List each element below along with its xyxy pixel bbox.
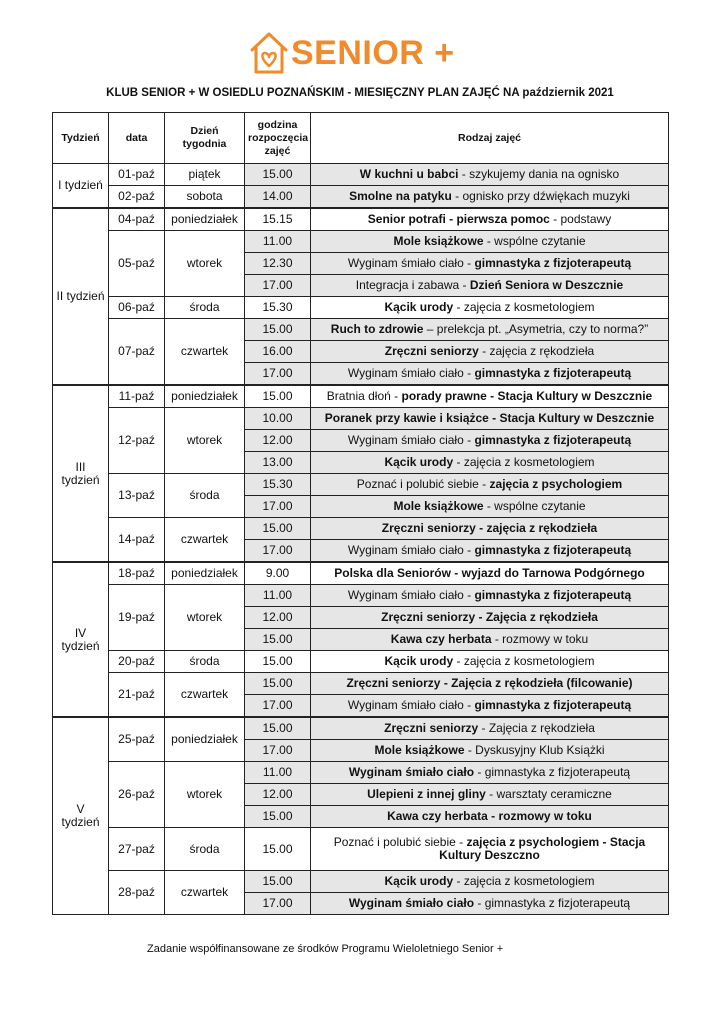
schedule-table — [52, 112, 669, 915]
date-cell: 28-paź — [109, 871, 165, 915]
date-cell: 25-paź — [109, 717, 165, 762]
date-cell: 19-paź — [109, 585, 165, 651]
activity-text: Poranek przy kawie i książce - Stacja Kultury w Deszcznie — [324, 411, 655, 425]
activity-cell — [311, 784, 669, 806]
time-cell: 12.00 — [245, 607, 311, 629]
activity-text: Wyginam śmiało ciało - — [347, 433, 475, 447]
time-cell: 13.00 — [245, 452, 311, 474]
time-cell: 15.00 — [245, 828, 311, 871]
time-cell: 16.00 — [245, 341, 311, 363]
table-row — [53, 562, 669, 585]
activity-text: Kącik urody — [384, 455, 454, 469]
activity-cell — [311, 474, 669, 496]
header-date: data — [109, 113, 165, 164]
activity-cell — [311, 253, 669, 275]
activity-cell — [311, 408, 669, 430]
activity-cell — [311, 585, 669, 607]
day-cell: czwartek — [165, 673, 245, 718]
table-row — [53, 828, 669, 871]
date-cell: 14-paź — [109, 518, 165, 563]
time-cell: 15.00 — [245, 385, 311, 408]
activity-cell — [311, 231, 669, 253]
time-cell: 17.00 — [245, 893, 311, 915]
week-cell: V tydzień — [53, 717, 109, 915]
activity-text: - rozmowy w toku — [491, 632, 589, 646]
time-cell: 10.00 — [245, 408, 311, 430]
table-row — [53, 651, 669, 673]
day-cell: środa — [165, 651, 245, 673]
activity-text: - warsztaty ceramiczne — [485, 787, 612, 801]
day-cell: czwartek — [165, 518, 245, 563]
date-cell: 21-paź — [109, 673, 165, 718]
time-cell: 15.00 — [245, 806, 311, 828]
activity-text: Senior potrafi - pierwsza pomoc — [367, 212, 550, 226]
senior-plus-logo — [249, 26, 455, 82]
date-cell: 18-paź — [109, 562, 165, 585]
header-day: Dzień tygodnia — [165, 113, 245, 164]
activity-cell — [311, 651, 669, 673]
activity-cell — [311, 762, 669, 784]
activity-cell — [311, 717, 669, 740]
activity-text: gimnastyka z fizjoterapeutą — [474, 366, 632, 380]
logo-text: SENIOR + — [291, 34, 455, 72]
activity-cell — [311, 871, 669, 893]
footer-note: Zadanie współfinansowane ze środków Programu Wieloletniego Senior + — [147, 943, 504, 955]
table-row — [53, 164, 669, 186]
table-row — [53, 231, 669, 253]
activity-text: Ruch to zdrowie — [330, 322, 424, 336]
activity-text: gimnastyka z fizjoterapeutą — [474, 588, 632, 602]
time-cell: 12.00 — [245, 784, 311, 806]
date-cell: 07-paź — [109, 319, 165, 386]
table-row — [53, 408, 669, 430]
time-cell: 15.00 — [245, 871, 311, 893]
table-row — [53, 717, 669, 740]
time-cell: 11.00 — [245, 585, 311, 607]
time-cell: 15.00 — [245, 319, 311, 341]
activity-text: porady prawne - Stacja Kultury w Deszcznie — [401, 389, 653, 403]
activity-text: Poznać i polubić siebie - — [356, 477, 490, 491]
day-cell: środa — [165, 828, 245, 871]
day-cell: poniedziałek — [165, 385, 245, 408]
time-cell: 15.00 — [245, 629, 311, 651]
time-cell: 11.00 — [245, 762, 311, 784]
activity-text: Bratnia dłoń - — [326, 389, 402, 403]
activity-text: gimnastyka z fizjoterapeutą — [474, 543, 632, 557]
activity-cell — [311, 363, 669, 386]
day-cell: środa — [165, 297, 245, 319]
table-row — [53, 673, 669, 695]
table-row — [53, 585, 669, 607]
time-cell: 15.30 — [245, 297, 311, 319]
activity-text: Zręczni seniorzy - Zajęcia z rękodzieła (filcowanie) — [346, 676, 633, 690]
activity-cell — [311, 496, 669, 518]
activity-text: Polska dla Seniorów - wyjazd do Tarnowa Podgórnego — [334, 566, 645, 580]
activity-text: W kuchni u babci — [359, 167, 459, 181]
time-cell: 15.00 — [245, 651, 311, 673]
activity-text: - ognisko przy dźwiękach muzyki — [451, 189, 630, 203]
activity-cell — [311, 452, 669, 474]
table-row — [53, 385, 669, 408]
activity-text: - zajęcia z kosmetologiem — [453, 300, 595, 314]
activity-cell — [311, 695, 669, 718]
time-cell: 17.00 — [245, 496, 311, 518]
activity-cell — [311, 208, 669, 231]
activity-cell — [311, 341, 669, 363]
activity-cell — [311, 893, 669, 915]
activity-text: - podstawy — [549, 212, 612, 226]
time-cell: 15.15 — [245, 208, 311, 231]
activity-text: Wyginam śmiało ciało - — [347, 543, 475, 557]
activity-text: zajęcia z psychologiem - Stacja Kultury Deszczno — [439, 835, 646, 862]
activity-text: gimnastyka z fizjoterapeutą — [474, 433, 632, 447]
date-cell: 26-paź — [109, 762, 165, 828]
table-row — [53, 518, 669, 540]
activity-text: Dzień Seniora w Deszcznie — [469, 278, 624, 292]
day-cell: wtorek — [165, 762, 245, 828]
time-cell: 15.30 — [245, 474, 311, 496]
time-cell: 11.00 — [245, 231, 311, 253]
time-cell: 17.00 — [245, 695, 311, 718]
table-row — [53, 474, 669, 496]
activity-text: gimnastyka z fizjoterapeutą — [474, 256, 632, 270]
activity-text: - zajęcia z kosmetologiem — [453, 455, 595, 469]
activity-text: - Dyskusyjny Klub Książki — [464, 743, 605, 757]
header-activity: Rodzaj zajęć — [311, 113, 669, 164]
day-cell: poniedziałek — [165, 562, 245, 585]
day-cell: czwartek — [165, 871, 245, 915]
activity-cell — [311, 186, 669, 209]
activity-cell — [311, 607, 669, 629]
activity-text: - gimnastyka z fizjoterapeutą — [474, 896, 631, 910]
activity-text: Poznać i polubić siebie - — [333, 835, 467, 849]
activity-cell — [311, 673, 669, 695]
date-cell: 02-paź — [109, 186, 165, 209]
page-title: KLUB SENIOR + W OSIEDLU POZNAŃSKIM - MIESIĘCZNY PLAN ZAJĘĆ NA październik 2021 — [106, 87, 614, 99]
table-row — [53, 208, 669, 231]
time-cell: 17.00 — [245, 740, 311, 762]
activity-text: Integracja i zabawa - — [355, 278, 470, 292]
activity-text: - szykujemy dania na ognisko — [458, 167, 620, 181]
day-cell: sobota — [165, 186, 245, 209]
house-heart-icon — [249, 26, 289, 76]
activity-text: Mole książkowe — [393, 234, 484, 248]
activity-text: - gimnastyka z fizjoterapeutą — [474, 765, 631, 779]
day-cell: czwartek — [165, 319, 245, 386]
activity-text: gimnastyka z fizjoterapeutą — [474, 698, 632, 712]
date-cell: 27-paź — [109, 828, 165, 871]
table-row — [53, 871, 669, 893]
time-cell: 9.00 — [245, 562, 311, 585]
activity-text: - wspólne czytanie — [483, 234, 586, 248]
activity-text: Zręczni seniorzy - Zajęcia z rękodzieła — [381, 610, 598, 624]
activity-cell — [311, 385, 669, 408]
day-cell: wtorek — [165, 585, 245, 651]
activity-text: - wspólne czytanie — [483, 499, 586, 513]
day-cell: piątek — [165, 164, 245, 186]
time-cell: 15.00 — [245, 164, 311, 186]
day-cell: poniedziałek — [165, 208, 245, 231]
activity-text: Smolne na patyku — [349, 189, 452, 203]
time-cell: 14.00 — [245, 186, 311, 209]
activity-text: Wyginam śmiało ciało - — [347, 366, 475, 380]
activity-cell — [311, 740, 669, 762]
table-row — [53, 762, 669, 784]
date-cell: 12-paź — [109, 408, 165, 474]
time-cell: 17.00 — [245, 363, 311, 386]
time-cell: 15.00 — [245, 518, 311, 540]
week-cell: III tydzień — [53, 385, 109, 562]
activity-text: Kącik urody — [384, 654, 454, 668]
activity-cell — [311, 430, 669, 452]
activity-cell — [311, 275, 669, 297]
table-row — [53, 186, 669, 209]
day-cell: wtorek — [165, 231, 245, 297]
day-cell: poniedziałek — [165, 717, 245, 762]
activity-cell — [311, 806, 669, 828]
activity-text: - zajęcia z kosmetologiem — [453, 874, 595, 888]
activity-text: Wyginam śmiało ciało - — [347, 256, 475, 270]
activity-text: – prelekcja pt. „Asymetria, czy to norma?” — [423, 322, 649, 336]
header-time: godzina rozpoczęcia zajęć — [245, 113, 311, 164]
date-cell: 01-paź — [109, 164, 165, 186]
activity-text: Mole książkowe — [374, 743, 465, 757]
week-cell: II tydzień — [53, 208, 109, 385]
schedule-body — [53, 164, 669, 915]
date-cell: 20-paź — [109, 651, 165, 673]
header-week: Tydzień — [53, 113, 109, 164]
activity-text: - Zajęcia z rękodzieła — [478, 721, 595, 735]
activity-text: Kawa czy herbata — [390, 632, 492, 646]
date-cell: 05-paź — [109, 231, 165, 297]
activity-cell — [311, 518, 669, 540]
time-cell: 12.00 — [245, 430, 311, 452]
activity-text: Wyginam śmiało ciało — [348, 765, 475, 779]
time-cell: 17.00 — [245, 540, 311, 563]
time-cell: 17.00 — [245, 275, 311, 297]
activity-cell — [311, 164, 669, 186]
activity-text: Kawa czy herbata - rozmowy w toku — [387, 809, 592, 823]
time-cell: 12.30 — [245, 253, 311, 275]
activity-cell — [311, 319, 669, 341]
table-row — [53, 319, 669, 341]
date-cell: 11-paź — [109, 385, 165, 408]
activity-cell — [311, 828, 669, 871]
activity-text: Wyginam śmiało ciało - — [347, 698, 475, 712]
week-cell: IV tydzień — [53, 562, 109, 717]
time-cell: 15.00 — [245, 673, 311, 695]
time-cell: 15.00 — [245, 717, 311, 740]
table-header-row — [53, 113, 669, 164]
activity-text: zajęcia z psychologiem — [489, 477, 623, 491]
activity-text: - zajęcia z rękodzieła — [478, 344, 595, 358]
table-row — [53, 297, 669, 319]
activity-text: Zręczni seniorzy - zajęcia z rękodzieła — [381, 521, 598, 535]
activity-cell — [311, 297, 669, 319]
activity-cell — [311, 629, 669, 651]
activity-text: - zajęcia z kosmetologiem — [453, 654, 595, 668]
activity-text: Kącik urody — [384, 300, 454, 314]
date-cell: 06-paź — [109, 297, 165, 319]
activity-cell — [311, 562, 669, 585]
activity-cell — [311, 540, 669, 563]
activity-text: Kącik urody — [384, 874, 454, 888]
activity-text: Wyginam śmiało ciało - — [347, 588, 475, 602]
activity-text: Zręczni seniorzy — [384, 721, 479, 735]
day-cell: wtorek — [165, 408, 245, 474]
activity-text: Ulepieni z innej gliny — [367, 787, 486, 801]
activity-text: Zręczni seniorzy — [384, 344, 479, 358]
activity-text: Mole książkowe — [393, 499, 484, 513]
day-cell: środa — [165, 474, 245, 518]
date-cell: 13-paź — [109, 474, 165, 518]
activity-text: Wyginam śmiało ciało — [348, 896, 475, 910]
date-cell: 04-paź — [109, 208, 165, 231]
week-cell: I tydzień — [53, 164, 109, 209]
